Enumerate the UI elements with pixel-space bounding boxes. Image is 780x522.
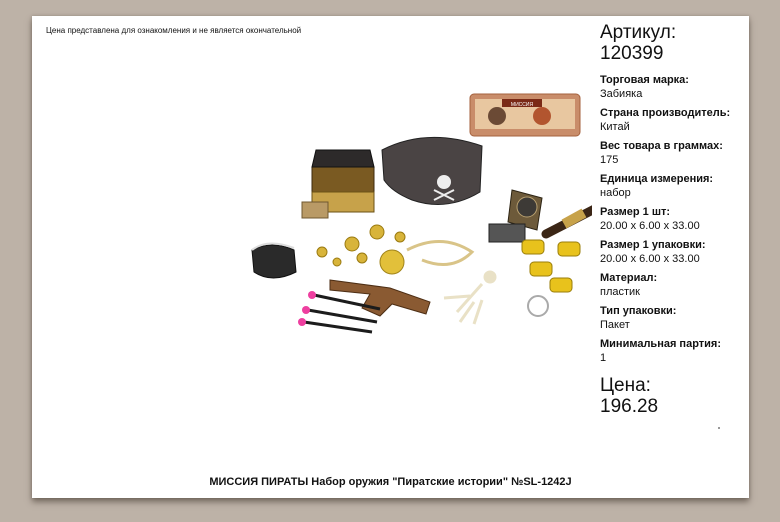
spec-label: Тип упаковки: (600, 305, 677, 317)
article-block (600, 22, 745, 64)
product-photo (212, 72, 592, 342)
spec-label: Единица измерения: (600, 173, 714, 185)
package-label-text: МИССИЯ (510, 102, 534, 108)
package-card-image (470, 94, 580, 136)
spec-label: Страна производитель: (600, 107, 731, 119)
spec-label: Минимальная партия: (600, 338, 721, 350)
ring-image (528, 296, 548, 316)
spec-value: 175 (600, 154, 619, 166)
product-title: МИССИЯ ПИРАТЫ Набор оружия "Пиратские истории" №SL-1242J (209, 476, 572, 488)
spec-weight (600, 140, 745, 167)
article-number: 120399 (600, 43, 664, 64)
spec-value: Забияка (600, 88, 643, 100)
spec-label: Торговая марка: (600, 74, 689, 86)
spyglass-image (546, 202, 592, 234)
spec-value: 20.00 x 6.00 x 33.00 (600, 220, 700, 232)
spec-label: Размер 1 шт: (600, 206, 671, 218)
spec-item-size (600, 206, 745, 233)
medallion-necklace-image (380, 241, 472, 274)
spec-brand (600, 74, 745, 101)
eye-patch-image (252, 243, 296, 278)
article-label: Артикул: (600, 22, 677, 43)
spec-country (600, 107, 745, 134)
price-label: Цена: (600, 375, 651, 396)
price-disclaimer: Цена представлена для ознакомления и не является окончательной (46, 26, 302, 35)
spec-unit (600, 173, 745, 200)
price-block (600, 375, 745, 417)
skeleton-image (444, 272, 495, 324)
spec-label: Вес товара в граммах: (600, 140, 723, 152)
bandana-image (382, 137, 482, 204)
spec-material (600, 272, 745, 299)
spec-value: 20.00 x 6.00 x 33.00 (600, 253, 700, 265)
product-sheet (32, 16, 749, 498)
compass-image (489, 190, 542, 242)
gold-ingots-image (522, 240, 580, 292)
spec-package-size (600, 239, 745, 266)
decorative-dot (718, 427, 720, 429)
toy-pistol-image (330, 280, 430, 316)
spec-min-order (600, 338, 745, 365)
product-info-panel (600, 22, 745, 417)
spec-value: пластик (600, 286, 640, 298)
treasure-chest-image (302, 150, 374, 218)
spec-value: набор (600, 187, 631, 199)
spec-label: Материал: (600, 272, 658, 284)
spec-label: Размер 1 упаковки: (600, 239, 706, 251)
price-value: 196.28 (600, 396, 659, 417)
spec-package-type (600, 305, 745, 332)
spec-value: Китай (600, 121, 630, 133)
spec-value: Пакет (600, 319, 630, 331)
spec-value: 1 (600, 352, 607, 364)
